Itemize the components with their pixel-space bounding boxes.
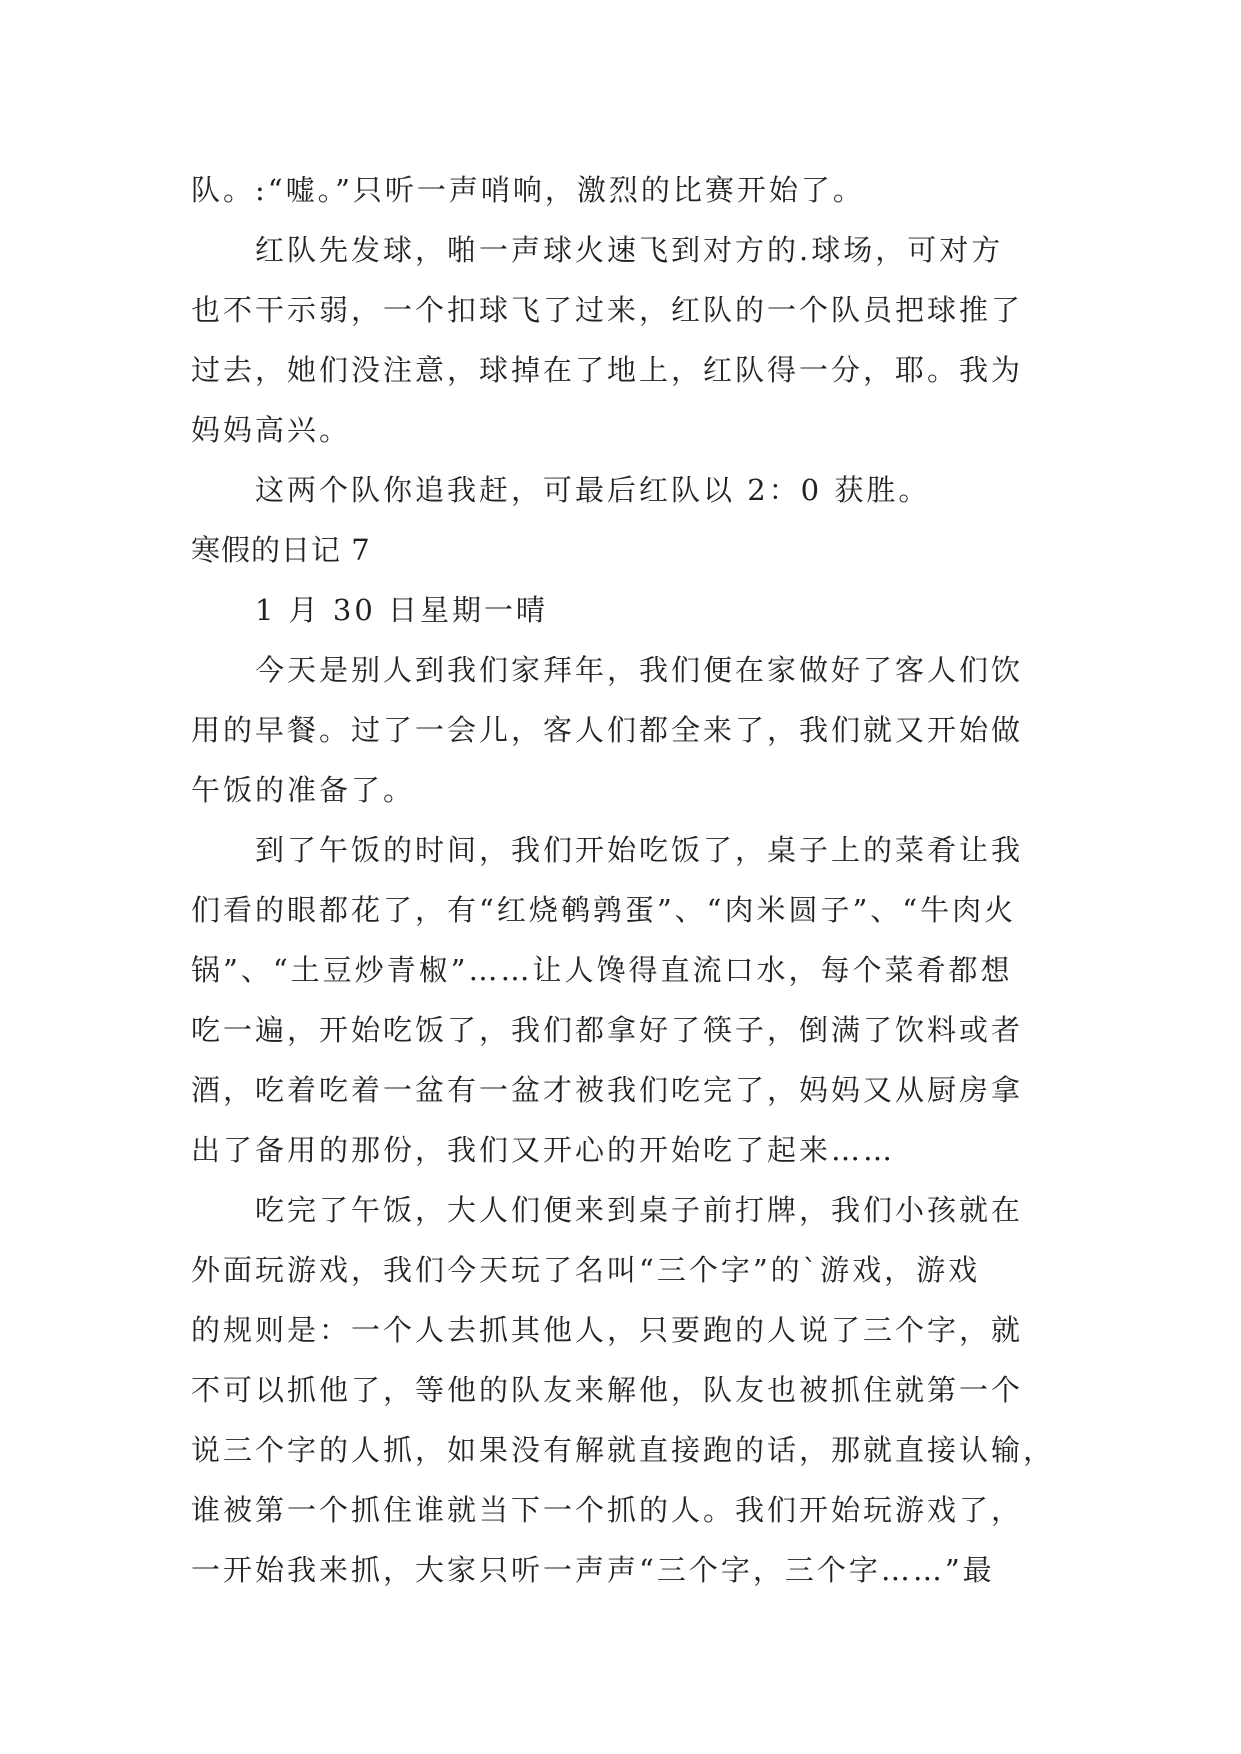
text-line: 们看的眼都花了，有“红烧鹌鹑蛋”、“肉米圆子”、“牛肉火 xyxy=(191,893,1017,927)
text-line: 午饭的准备了。 xyxy=(191,773,416,807)
text-line: 一开始我来抓，大家只听一声声“三个字，三个字……”最 xyxy=(191,1553,995,1587)
text-line: 酒，吃着吃着一盆有一盆才被我们吃完了，妈妈又从厨房拿 xyxy=(191,1073,1024,1107)
text-line: 锅”、“土豆炒青椒”……让人馋得直流口水，每个菜肴都想 xyxy=(191,953,1013,987)
text-line: 出了备用的那份，我们又开心的开始吃了起来…… xyxy=(191,1133,896,1167)
paragraph-start-line: 这两个队你追我赶，可最后红队以 2：0 获胜。 xyxy=(255,473,931,507)
text-line: 谁被第一个抓住谁就当下一个抓的人。我们开始玩游戏了， xyxy=(191,1493,1024,1527)
text-line: 的规则是：一个人去抓其他人，只要跑的人说了三个字，就 xyxy=(191,1313,1024,1347)
text-line: 也不干示弱，一个扣球飞了过来，红队的一个队员把球推了 xyxy=(191,293,1024,327)
section-heading: 寒假的日记 7 xyxy=(191,533,371,567)
text-line: 外面玩游戏，我们今天玩了名叫“三个字”的`游戏，游戏 xyxy=(191,1253,981,1287)
paragraph-start-line: 吃完了午饭，大人们便来到桌子前打牌，我们小孩就在 xyxy=(255,1193,1024,1227)
text-line: 说三个字的人抓，如果没有解就直接跑的话，那就直接认输， xyxy=(191,1433,1056,1467)
paragraph-start-line: 红队先发球，啪一声球火速飞到对方的.球场，可对方 xyxy=(255,233,1004,267)
text-line: 妈妈高兴。 xyxy=(191,413,352,447)
text-line: 不可以抓他了，等他的队友来解他，队友也被抓住就第一个 xyxy=(191,1373,1024,1407)
paragraph-start-line: 到了午饭的时间，我们开始吃饭了，桌子上的菜肴让我 xyxy=(255,833,1024,867)
text-line: 队。:“嘘。”只听一声哨响，激烈的比赛开始了。 xyxy=(191,173,865,207)
document-body xyxy=(191,160,1061,1600)
paragraph-start-line: 今天是别人到我们家拜年，我们便在家做好了客人们饮 xyxy=(255,653,1024,687)
text-line: 用的早餐。过了一会儿，客人们都全来了，我们就又开始做 xyxy=(191,713,1024,747)
text-line: 吃一遍，开始吃饭了，我们都拿好了筷子，倒满了饮料或者 xyxy=(191,1013,1024,1047)
text-line: 过去，她们没注意，球掉在了地上，红队得一分，耶。我为 xyxy=(191,353,1024,387)
date-line: 1 月 30 日星期一晴 xyxy=(255,593,549,627)
